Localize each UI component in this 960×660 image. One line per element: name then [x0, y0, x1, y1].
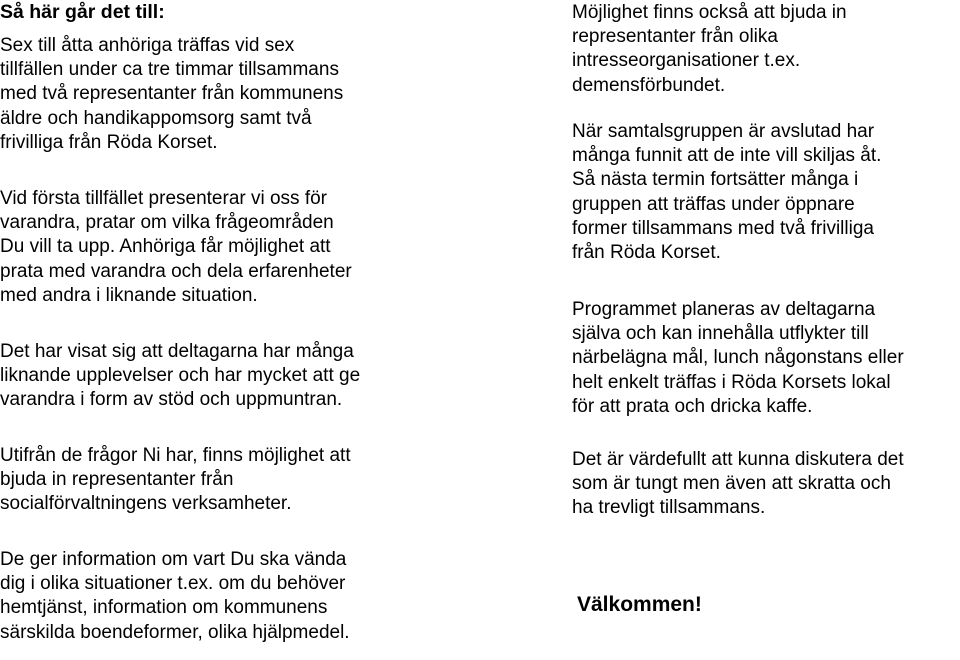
paragraph-programme: Programmet planeras av deltagarna själva och kan innehålla utflykter till närbelägna mål, lunch någonstans eller helt enkelt träffas i Röda Korsets lokal för att prata och dricka kaffe.	[572, 299, 904, 417]
paragraph-organisations: Möjlighet finns också att bjuda in representanter från olika intresseorganisationer t.ex. demensförbundet.	[572, 2, 847, 96]
paragraph-experiences: Det har visat sig att deltagarna har många liknande upplevelser och har mycket att ge varandra i form av stöd och uppmuntran.	[0, 341, 361, 411]
welcome-text: Välkommen!	[577, 593, 702, 616]
paragraph-first-meeting: Vid första tillfället presenterar vi oss för varandra, pratar om vilka frågeområden Du vill ta upp. Anhöriga får möjlighet att prata med varandra och dela erfarenheter med andra i liknande situation.	[0, 188, 352, 306]
paragraph-information: De ger information om vart Du ska vända dig i olika situationer t.ex. om du behöver hemtjänst, information om kommunens särskilda boendeformer, olika hjälpmedel.	[0, 549, 350, 643]
paragraph-value: Det är värdefullt att kunna diskutera det som är tungt men även att skratta och ha trevligt tillsammans.	[572, 449, 904, 519]
paragraph-representatives: Utifrån de frågor Ni har, finns möjlighet att bjuda in representanter från socialförvaltningens verksamheter.	[0, 445, 351, 515]
paragraph-intro: Sex till åtta anhöriga träffas vid sex tillfällen under ca tre timmar tillsammans med två representanter från kommunens äldre och handikappomsorg samt två frivilliga från Röda Korset.	[0, 35, 344, 153]
paragraph-continuation: När samtalsgruppen är avslutad har många funnit att de inte vill skiljas åt. Så nästa termin fortsätter många i gruppen att träffas under öppnare former tillsammans med två frivilliga från Röda Korset.	[572, 121, 882, 264]
section-heading: Så här går det till:	[0, 1, 165, 23]
